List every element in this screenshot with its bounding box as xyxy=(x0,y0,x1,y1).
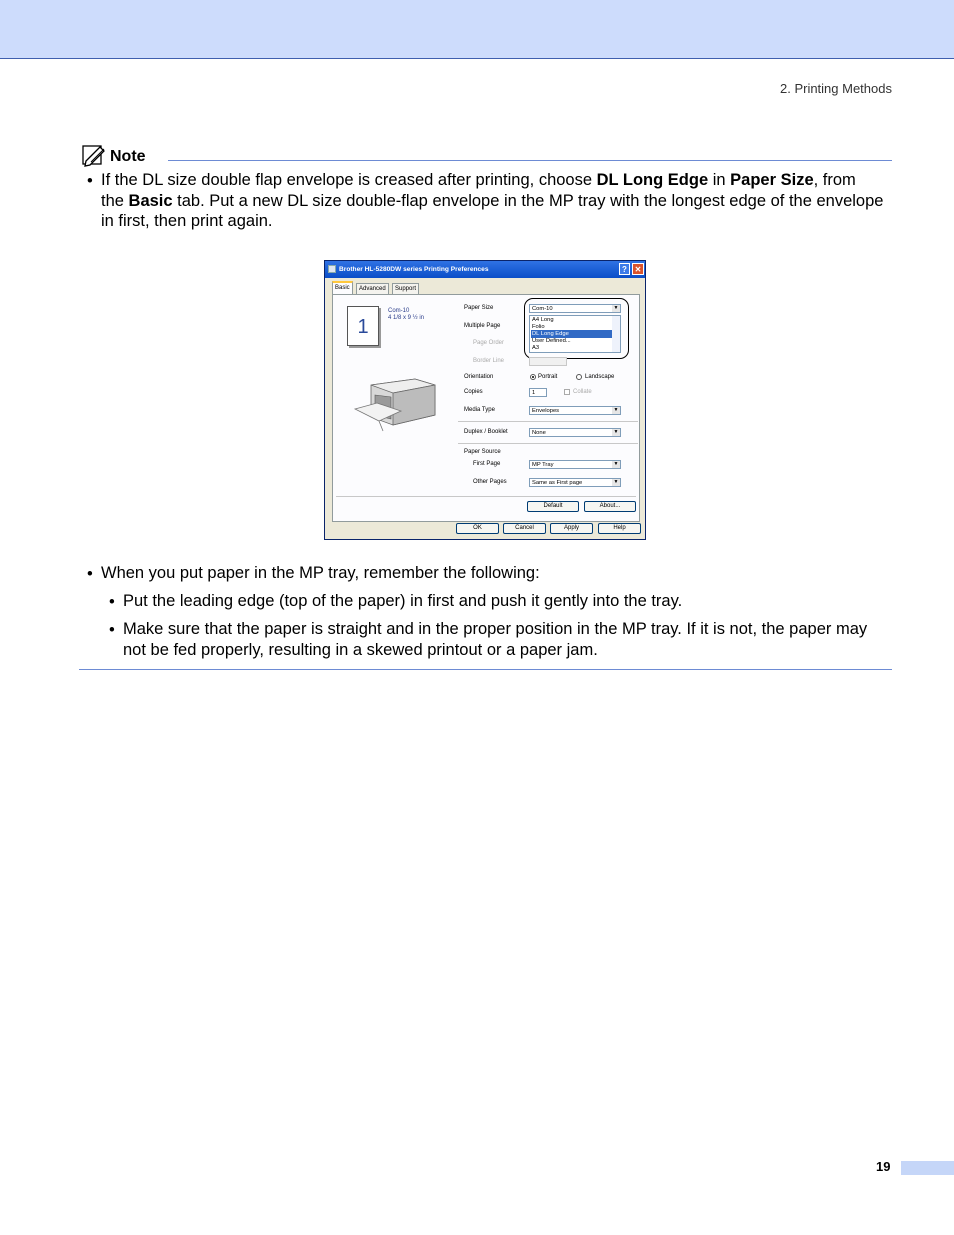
paper-size-label: Paper Size xyxy=(464,305,494,311)
text: in xyxy=(708,171,731,189)
text: tab. Put a new DL size double-flap envelope in the MP tray with the longest edge of the envelope xyxy=(172,192,884,210)
cancel-button[interactable]: Cancel xyxy=(503,523,546,534)
tab-advanced[interactable]: Advanced xyxy=(356,283,389,294)
list-item[interactable]: A4 Long xyxy=(532,317,554,323)
portrait-radio[interactable] xyxy=(530,374,536,380)
note-item-1-line-3: in first, then print again. xyxy=(101,212,273,230)
note-rule xyxy=(168,160,892,161)
note-item-1-line-2 xyxy=(101,191,883,212)
chevron-down-icon[interactable]: ▼ xyxy=(613,407,619,413)
combo-value: Envelopes xyxy=(532,408,560,414)
dialog-title: Brother HL-5280DW series Printing Preferences xyxy=(339,266,489,273)
emphasis: DL Long Edge xyxy=(596,171,709,189)
help-button[interactable]: Help xyxy=(598,523,641,534)
note-subitem-1: Put the leading edge (top of the paper) in first and push it gently into the tray. xyxy=(123,592,683,610)
note-item-1-line-1 xyxy=(101,170,856,191)
divider xyxy=(458,443,638,444)
apply-button[interactable]: Apply xyxy=(550,523,593,534)
dialog-title-bar xyxy=(325,261,645,278)
border-line-label: Border Line xyxy=(473,358,505,364)
collate-label: Collate xyxy=(573,389,592,395)
printing-preferences-screenshot xyxy=(324,260,646,540)
chevron-down-icon[interactable]: ▼ xyxy=(613,479,619,485)
copies-label: Copies xyxy=(464,389,483,395)
list-scrollbar[interactable] xyxy=(612,316,620,352)
help-icon[interactable]: ? xyxy=(619,263,630,275)
page-number: 19 xyxy=(876,1159,891,1174)
bullet: • xyxy=(109,593,115,611)
first-page-label: First Page xyxy=(473,461,501,467)
running-header: 2. Printing Methods xyxy=(779,81,892,96)
border-line-select xyxy=(529,357,567,366)
emphasis: Paper Size xyxy=(730,171,814,189)
about-button[interactable]: About... xyxy=(584,501,636,512)
bullet: • xyxy=(87,565,93,583)
printer-small-icon xyxy=(328,265,336,273)
first-page-select[interactable] xyxy=(529,460,621,469)
header-band xyxy=(0,0,954,59)
combo-value: Com-10 xyxy=(532,306,553,312)
page-preview: 1 xyxy=(347,306,379,346)
preview-size: 4 1/8 x 9 ½ in xyxy=(388,315,425,321)
combo-value: Same as First page xyxy=(532,480,583,486)
default-button[interactable]: Default xyxy=(527,501,579,512)
text: If the DL size double flap envelope is creased after printing, choose xyxy=(101,171,597,189)
chevron-down-icon[interactable]: ▼ xyxy=(613,461,619,467)
paper-size-select[interactable] xyxy=(529,304,621,313)
bullet: • xyxy=(87,172,93,190)
duplex-label: Duplex / Booklet xyxy=(464,429,508,435)
combo-value: MP Tray xyxy=(532,462,554,468)
other-pages-select[interactable] xyxy=(529,478,621,487)
text: , from xyxy=(813,171,856,189)
note-subitem-2-line-2: not be fed properly, resulting in a skewed printout or a paper jam. xyxy=(123,641,598,659)
note-heading xyxy=(80,143,892,167)
note-item-2: When you put paper in the MP tray, remember the following: xyxy=(101,564,540,582)
portrait-label: Portrait xyxy=(538,374,558,380)
tab-support[interactable]: Support xyxy=(392,283,419,294)
page-order-label: Page Order xyxy=(473,340,505,346)
divider xyxy=(458,421,638,422)
chevron-down-icon[interactable]: ▼ xyxy=(613,305,619,311)
note-end-rule xyxy=(79,669,892,670)
list-item[interactable]: Folio xyxy=(532,324,545,330)
copies-input[interactable]: 1 xyxy=(529,388,547,397)
multiple-page-label: Multiple Page xyxy=(464,323,501,329)
paper-source-label: Paper Source xyxy=(464,449,501,455)
preview-paper: Com-10 xyxy=(388,308,410,314)
note-subitem-2-line-1: Make sure that the paper is straight and in the proper position in the MP tray. If it is not, the paper may xyxy=(123,620,868,638)
note-pencil-icon xyxy=(80,143,108,167)
list-item[interactable]: A3 xyxy=(532,345,540,351)
chevron-down-icon[interactable]: ▼ xyxy=(613,429,619,435)
divider xyxy=(336,496,636,497)
bullet: • xyxy=(109,621,115,639)
collate-checkbox[interactable] xyxy=(564,389,570,395)
duplex-select[interactable] xyxy=(529,428,621,437)
ok-button[interactable]: OK xyxy=(456,523,499,534)
tab-basic[interactable]: Basic xyxy=(332,281,353,294)
basic-panel xyxy=(332,294,640,522)
text: the xyxy=(101,192,129,210)
list-item[interactable]: User Defined... xyxy=(532,338,571,344)
page-tab xyxy=(901,1161,954,1175)
close-icon[interactable]: ✕ xyxy=(632,263,644,275)
landscape-radio[interactable] xyxy=(576,374,582,380)
emphasis: Basic xyxy=(128,192,173,210)
orientation-label: Orientation xyxy=(464,374,494,380)
printer-image-icon xyxy=(353,375,443,435)
paper-size-list[interactable] xyxy=(529,315,621,353)
combo-value: None xyxy=(532,430,546,436)
note-label: Note xyxy=(110,148,146,165)
other-pages-label: Other Pages xyxy=(473,479,507,485)
list-item-selected[interactable]: DL Long Edge xyxy=(531,330,614,338)
landscape-label: Landscape xyxy=(585,374,615,380)
media-type-select[interactable] xyxy=(529,406,621,415)
media-type-label: Media Type xyxy=(464,407,495,413)
